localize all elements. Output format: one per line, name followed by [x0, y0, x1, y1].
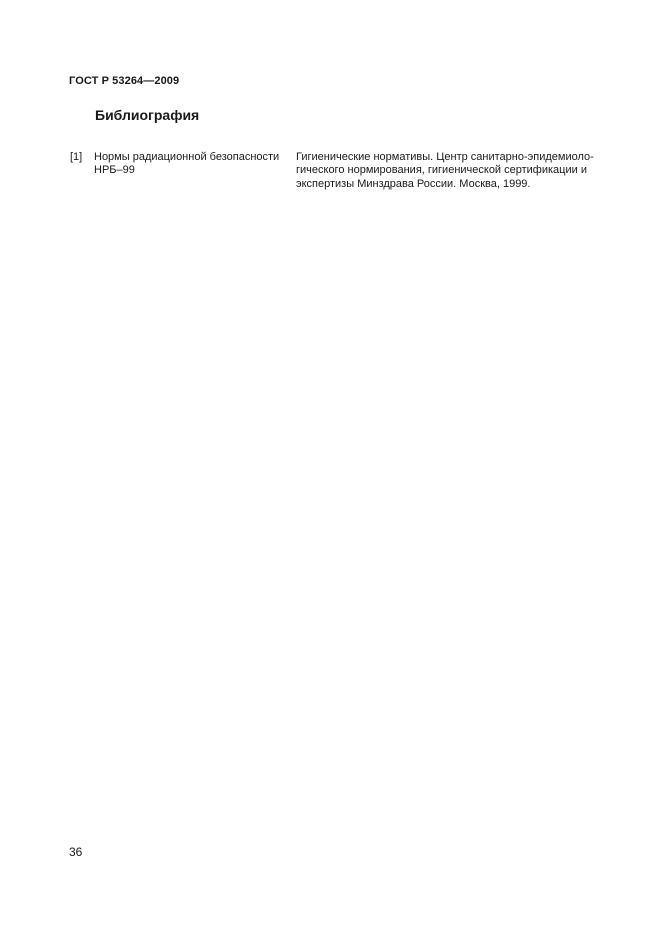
reference-description-line: Гигиенические нормативы. Центр санитарно-эпидемиоло- — [296, 151, 594, 163]
reference-description-line: экспертизы Минздрава России. Москва, 1999. — [296, 177, 531, 190]
standard-designation: ГОСТ Р 53264—2009 — [69, 75, 180, 87]
reference-document — [94, 151, 284, 178]
bibliography-entry — [69, 151, 609, 195]
reference-description-line: гического нормирования, гигиенической сертификации и — [296, 164, 587, 177]
reference-document-line: Нормы радиационной безопасности — [94, 151, 280, 163]
section-title: Библиография — [95, 107, 200, 123]
reference-description — [296, 151, 596, 191]
bibliography-list — [69, 151, 609, 195]
reference-number: [1] — [70, 151, 83, 163]
reference-document-line: НРБ–99 — [94, 164, 135, 177]
page-number: 36 — [69, 845, 83, 859]
